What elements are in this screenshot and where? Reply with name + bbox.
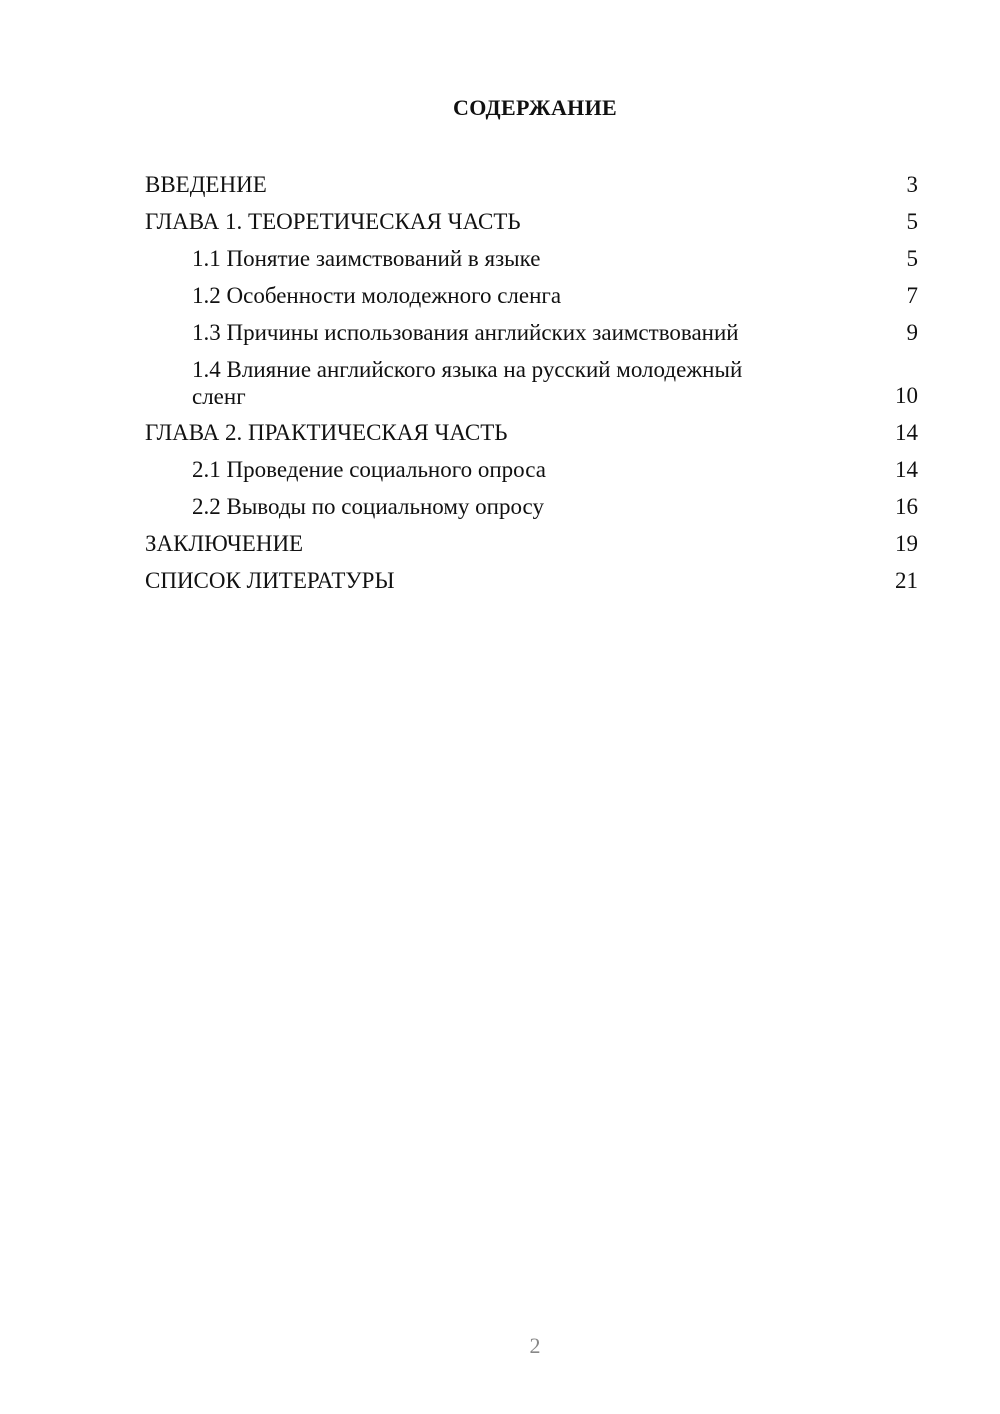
toc-entry-label: СПИСОК ЛИТЕРАТУРЫ	[145, 568, 395, 593]
toc-entry-label: 1.3 Причины использования английских заимствований	[192, 320, 739, 345]
toc-entry-page: 10	[895, 383, 918, 408]
toc-entry-label: ГЛАВА 1. ТЕОРЕТИЧЕСКАЯ ЧАСТЬ	[145, 209, 521, 234]
toc-entry-page: 21	[895, 568, 918, 593]
toc-entry-page: 3	[906, 172, 918, 197]
toc-entry-section-1-1[interactable]	[145, 240, 918, 277]
toc-entry-label: 1.4 Влияние английского языка на русский молодежный сленг	[192, 357, 743, 409]
toc-entry-label: ВВЕДЕНИЕ	[145, 172, 267, 197]
toc-entry-chapter-1[interactable]	[145, 203, 918, 240]
table-of-contents	[145, 166, 918, 599]
toc-entry-page: 14	[895, 457, 918, 482]
page-title: СОДЕРЖАНИЕ	[453, 95, 617, 120]
toc-entry-label: 2.1 Проведение социального опроса	[192, 457, 546, 482]
toc-entry-page: 7	[906, 283, 918, 308]
toc-entry-section-1-4[interactable]	[145, 351, 918, 414]
toc-entry-page: 5	[906, 246, 918, 271]
toc-entry-chapter-2[interactable]	[145, 414, 918, 451]
toc-entry-page: 14	[895, 420, 918, 445]
toc-entry-page: 16	[895, 494, 918, 519]
toc-entry-section-1-3[interactable]	[145, 314, 918, 351]
toc-entry-section-2-2[interactable]	[145, 488, 918, 525]
toc-entry-page: 19	[895, 531, 918, 556]
toc-entry-page: 5	[906, 209, 918, 234]
toc-entry-label: 1.2 Особенности молодежного сленга	[192, 283, 562, 308]
toc-entry-conclusion[interactable]	[145, 525, 918, 562]
toc-entry-label: ЗАКЛЮЧЕНИЕ	[145, 531, 304, 556]
toc-entry-section-1-2[interactable]	[145, 277, 918, 314]
toc-entry-references[interactable]	[145, 562, 918, 599]
toc-entry-introduction[interactable]	[145, 166, 918, 203]
toc-entry-label: ГЛАВА 2. ПРАКТИЧЕСКАЯ ЧАСТЬ	[145, 420, 508, 445]
toc-entry-page: 9	[906, 320, 918, 345]
toc-entry-label: 1.1 Понятие заимствований в языке	[192, 246, 541, 271]
page-number: 2	[529, 1333, 541, 1358]
toc-entry-section-2-1[interactable]	[145, 451, 918, 488]
toc-entry-label: 2.2 Выводы по социальному опросу	[192, 494, 544, 519]
